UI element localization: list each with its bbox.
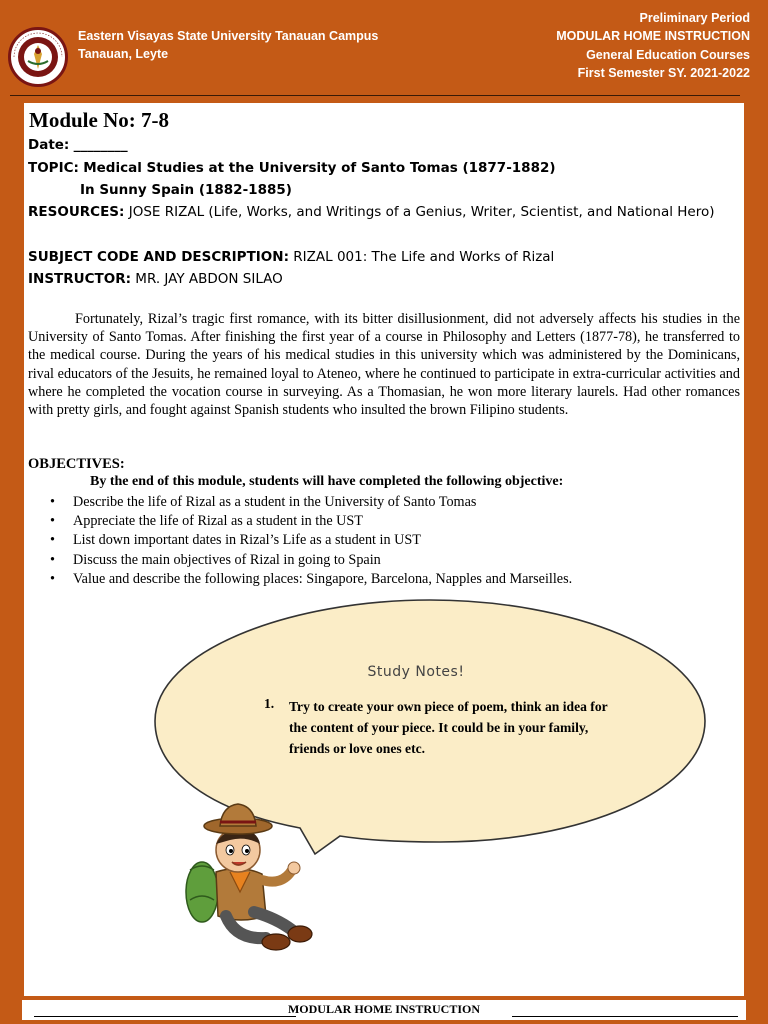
header-divider — [10, 95, 740, 96]
study-notes-title: Study Notes! — [367, 664, 465, 680]
objectives-heading: OBJECTIVES: — [28, 456, 125, 472]
objectives-list — [50, 493, 572, 589]
university-seal-icon — [8, 27, 68, 87]
objective-item: • Value and describe the following places: Singapore, Barcelona, Napples and Marseilles. — [50, 570, 572, 589]
intro-paragraph: Fortunately, Rizal’s tragic first romance, with its bitter disillusionment, did not adversely affects his studies in the University of Santo Tomas. After finishing the first year of a course in Philosophy and Letters (1877-78), he transferred to the medical course. During the years of his medical studies in this university which was administered by the Dominicans, rival educators of the Jesuits, he remained loyal to Ateneo, where he continued to participate in extra-curricular activities and where he completed the vocation course in surveying. As a Thomasian, he won more literary laurels. Had other romances with pretty girls, and fought against Spanish students who insulted the brown Filipino students. — [28, 311, 740, 419]
objective-item: • Describe the life of Rizal as a student in the University of Santo Tomas — [50, 493, 572, 512]
topic-value: Medical Studies at the University of Santo Tomas (1877-1882) — [83, 160, 556, 176]
instructor-value: MR. JAY ABDON SILAO — [135, 271, 283, 287]
footer-text: MODULAR HOME INSTRUCTION — [287, 1002, 480, 1016]
instruction-label: MODULAR HOME INSTRUCTION — [556, 29, 750, 44]
date-blank: ________ — [73, 137, 128, 153]
right-border — [744, 103, 768, 1024]
objective-item: • Discuss the main objectives of Rizal in going to Spain — [50, 551, 572, 570]
university-name: Eastern Visayas State University Tanauan Campus — [78, 29, 379, 43]
note-number: 1. — [264, 696, 275, 711]
topic-line — [28, 157, 556, 179]
left-border — [0, 103, 24, 1024]
resources-label: RESOURCES: — [28, 204, 125, 220]
resources-value: JOSE RIZAL (Life, Works, and Writings of a Genius, Writer, Scientist, and National Hero) — [128, 204, 715, 220]
instructor-label: INSTRUCTOR: — [28, 271, 131, 287]
objective-item: • List down important dates in Rizal’s Life as a student in UST — [50, 531, 572, 550]
note-text: Try to create your own piece of poem, think an idea for the content of your piece. It could be in your family, friends or love ones etc. — [289, 699, 608, 756]
objectives-intro: By the end of this module, students will have completed the following objective: — [90, 474, 564, 489]
courses-label: General Education Courses — [586, 47, 750, 62]
module-title: Module No: 7-8 — [29, 108, 169, 132]
subject-value: RIZAL 001: The Life and Works of Rizal — [293, 249, 555, 265]
topic-value-2: In Sunny Spain (1882-1885) — [80, 182, 292, 198]
semester-label: First Semester SY. 2021-2022 — [577, 65, 750, 80]
topic-label: TOPIC: — [28, 160, 79, 176]
topic-line-2 — [80, 179, 292, 201]
scout-boy-illustration — [180, 800, 320, 960]
objective-item: • Appreciate the life of Rizal as a student in the UST — [50, 512, 572, 531]
university-heading — [78, 27, 378, 63]
period-label: Preliminary Period — [639, 11, 750, 25]
subject-line — [28, 246, 554, 268]
instructor-line — [28, 268, 283, 290]
university-location: Tanauan, Leyte — [78, 47, 169, 61]
date-line — [28, 134, 128, 156]
period-block — [556, 9, 750, 82]
resources-line — [28, 201, 734, 223]
date-label: Date: — [28, 137, 70, 153]
subject-label: SUBJECT CODE AND DESCRIPTION: — [28, 249, 289, 265]
footer-rule-right — [512, 1016, 738, 1017]
